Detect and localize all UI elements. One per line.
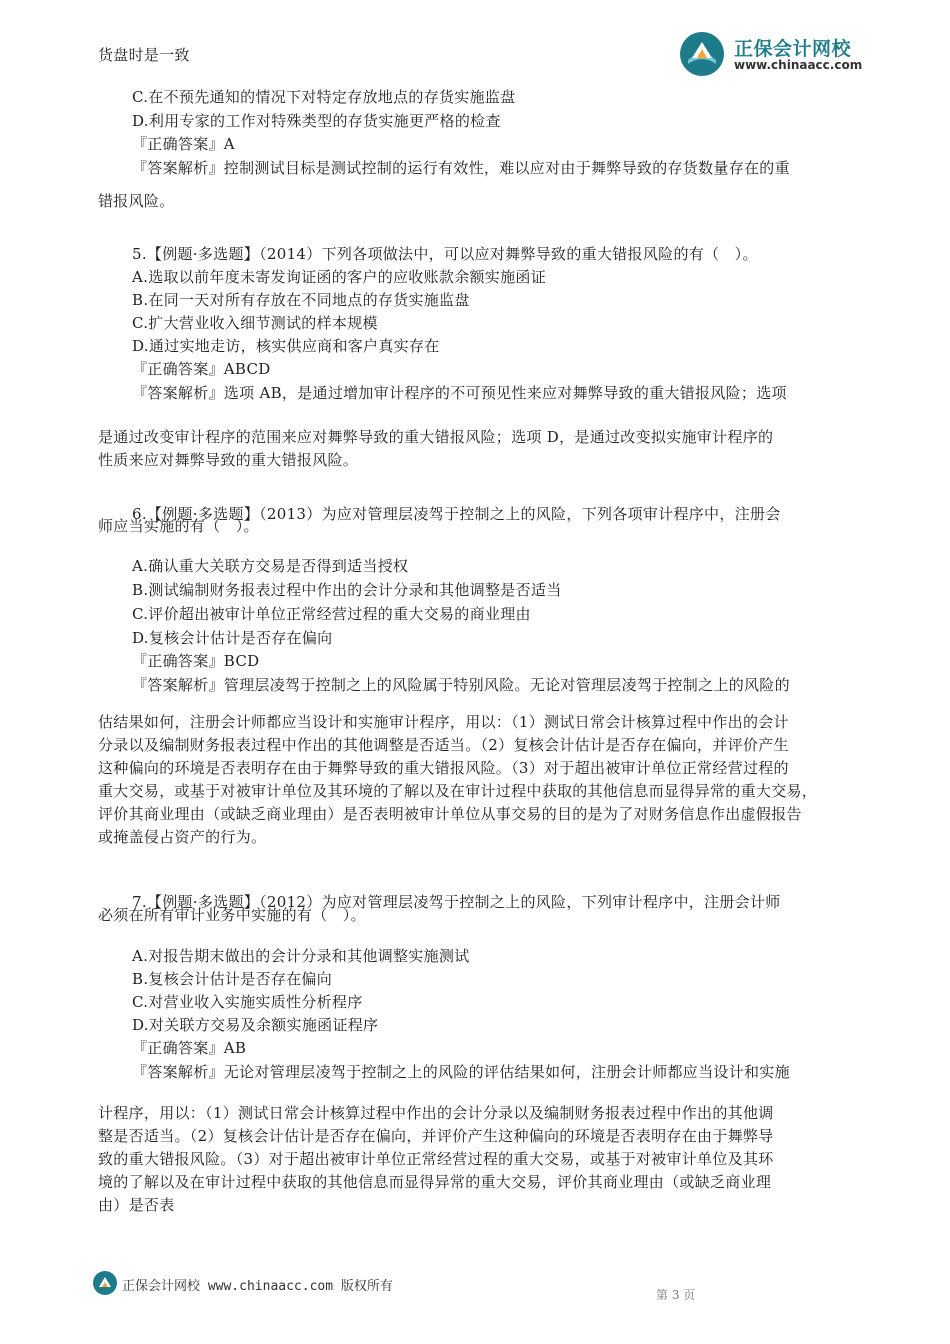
q5-analysis-line-3: 性质来应对舞弊导致的重大错报风险。 <box>98 451 359 469</box>
q7-analysis-line-5: 境的了解以及在审计过程中获取的其他信息而显得异常的重大交易，评价其商业理由（或缺乏商业理 <box>98 1173 772 1191</box>
q7-analysis-line-4: 致的重大错报风险。（3）对于超出被审计单位正常经营过程的重大交易，或基于对被审计单位及其环 <box>98 1150 774 1168</box>
brand-url: www.chinaacc.com <box>734 58 863 72</box>
q5-analysis-line-2: 是通过改变审计程序的范围来应对舞弊导致的重大错报风险；选项 D，是通过改变拟实施审计程序的 <box>98 428 774 446</box>
q6-option-c: C.评价超出被审计单位正常经营过程的重大交易的商业理由 <box>132 605 531 623</box>
q7-analysis-line-6: 由）是否表 <box>98 1196 175 1214</box>
q5-option-d: D.通过实地走访，核实供应商和客户真实存在 <box>132 337 440 355</box>
q4-option-d: D.利用专家的工作对特殊类型的存货实施更严格的检查 <box>132 112 501 130</box>
q6-answer: 『正确答案』BCD <box>132 652 260 670</box>
q6-analysis-line-5: 重大交易，或基于对被审计单位及其环境的了解以及在审计过程中获取的其他信息而显得异常的重大交易， <box>98 782 818 800</box>
q4-answer: 『正确答案』A <box>132 135 235 153</box>
q7-option-d: D.对关联方交易及余额实施函证程序 <box>132 1016 379 1034</box>
q7-question-text-1: 7.【例题·多选题】（2012）为应对管理层凌驾于控制之上的风险，下列审计程序中，注册会计师 <box>132 893 781 911</box>
top-fragment-text: 货盘时是一致 <box>98 46 190 64</box>
q7-option-a: A.对报告期末做出的会计分录和其他调整实施测试 <box>132 947 470 965</box>
q5-question: 5.【例题·多选题】（2014）下列各项做法中，可以应对舞弊导致的重大错报风险的有（ ）。 <box>132 245 758 263</box>
q7-answer: 『正确答案』AB <box>132 1039 247 1057</box>
brand-logo <box>678 30 868 76</box>
q6-analysis-line-6: 评价其商业理由（或缺乏商业理由）是否表明被审计单位从事交易的目的是为了对财务信息作出虚假报告 <box>98 805 802 823</box>
q4-analysis-line-1 <box>132 158 790 177</box>
q6-option-b: B.测试编制财务报表过程中作出的会计分录和其他调整是否适当 <box>132 581 562 599</box>
q5-option-a: A.选取以前年度未寄发询证函的客户的应收账款余额实施函证 <box>132 268 547 286</box>
q6-analysis-line-2: 估结果如何，注册会计师都应当设计和实施审计程序，用以：（1）测试日常会计核算过程中作出的会计 <box>98 713 789 731</box>
q7-analysis-line-3: 整是否适当。（2）复核会计估计是否存在偏向，并评价产生这种偏向的环境是否表明存在由于舞弊导 <box>98 1127 774 1145</box>
footer-copyright: 正保会计网校 www.chinaacc.com 版权所有 <box>122 1279 393 1294</box>
q5-option-b: B.在同一天对所有存放在不同地点的存货实施监盘 <box>132 291 470 309</box>
q6-question-text-1: 6.【例题·多选题】（2013）为应对管理层凌驾于控制之上的风险，下列各项审计程序中，注册会 <box>132 505 781 523</box>
q6-question-line-1 <box>132 504 781 523</box>
q7-analysis-line-2: 计程序，用以：（1）测试日常会计核算过程中作出的会计分录以及编制财务报表过程中作出的其他调 <box>98 1104 774 1122</box>
q6-analysis-line-1: 『答案解析』管理层凌驾于控制之上的风险属于特别风险。无论对管理层凌驾于控制之上的风险的 <box>132 676 790 694</box>
page-footer <box>92 1270 512 1298</box>
q7-option-b: B.复核会计估计是否存在偏向 <box>132 970 332 988</box>
brand-emblem-icon <box>678 30 726 78</box>
q5-option-c: C.扩大营业收入细节测试的样本规模 <box>132 314 378 332</box>
q6-option-d: D.复核会计估计是否存在偏向 <box>132 629 333 647</box>
q6-analysis-line-4: 这种偏向的环境是否表明存在由于舞弊导致的重大错报风险。（3）对于超出被审计单位正常经营过程的 <box>98 759 789 777</box>
q5-analysis-line-1: 『答案解析』选项 AB，是通过增加审计程序的不可预见性来应对舞弊导致的重大错报风险；选项 <box>132 384 787 402</box>
q4-analysis-text-1: 『答案解析』控制测试目标是测试控制的运行有效性，难以应对由于舞弊导致的存货数量存在的重 <box>132 159 790 177</box>
q6-option-a: A.确认重大关联方交易是否得到适当授权 <box>132 557 409 575</box>
q7-question-line-1 <box>132 892 781 911</box>
q6-analysis-line-7: 或掩盖侵占资产的行为。 <box>98 828 267 846</box>
top-fragment-line <box>98 46 190 64</box>
q6-question-line-2 <box>98 517 259 535</box>
q4-option-c: C.在不预先通知的情况下对特定存放地点的存货实施监盘 <box>132 88 516 106</box>
page-number: 第 3 页 <box>656 1288 696 1302</box>
q4-analysis-line-2: 错报风险。 <box>98 192 175 210</box>
footer-logo-icon <box>92 1270 118 1296</box>
q7-analysis-line-1: 『答案解析』无论对管理层凌驾于控制之上的风险的评估结果如何，注册会计师都应当设计和实施 <box>132 1063 790 1081</box>
q7-question-text-2: 必须在所有审计业务中实施的有（ ）。 <box>98 906 366 924</box>
q6-analysis-line-3: 分录以及编制财务报表过程中作出的其他调整是否适当。（2）复核会计估计是否存在偏向，并评价产生 <box>98 736 789 754</box>
q5-answer: 『正确答案』ABCD <box>132 360 271 378</box>
q6-question-text-2: 师应当实施的有（ ）。 <box>98 517 259 535</box>
q7-question-line-2 <box>98 906 366 924</box>
brand-name: 正保会计网校 <box>734 38 852 60</box>
q7-option-c: C.对营业收入实施实质性分析程序 <box>132 993 363 1011</box>
